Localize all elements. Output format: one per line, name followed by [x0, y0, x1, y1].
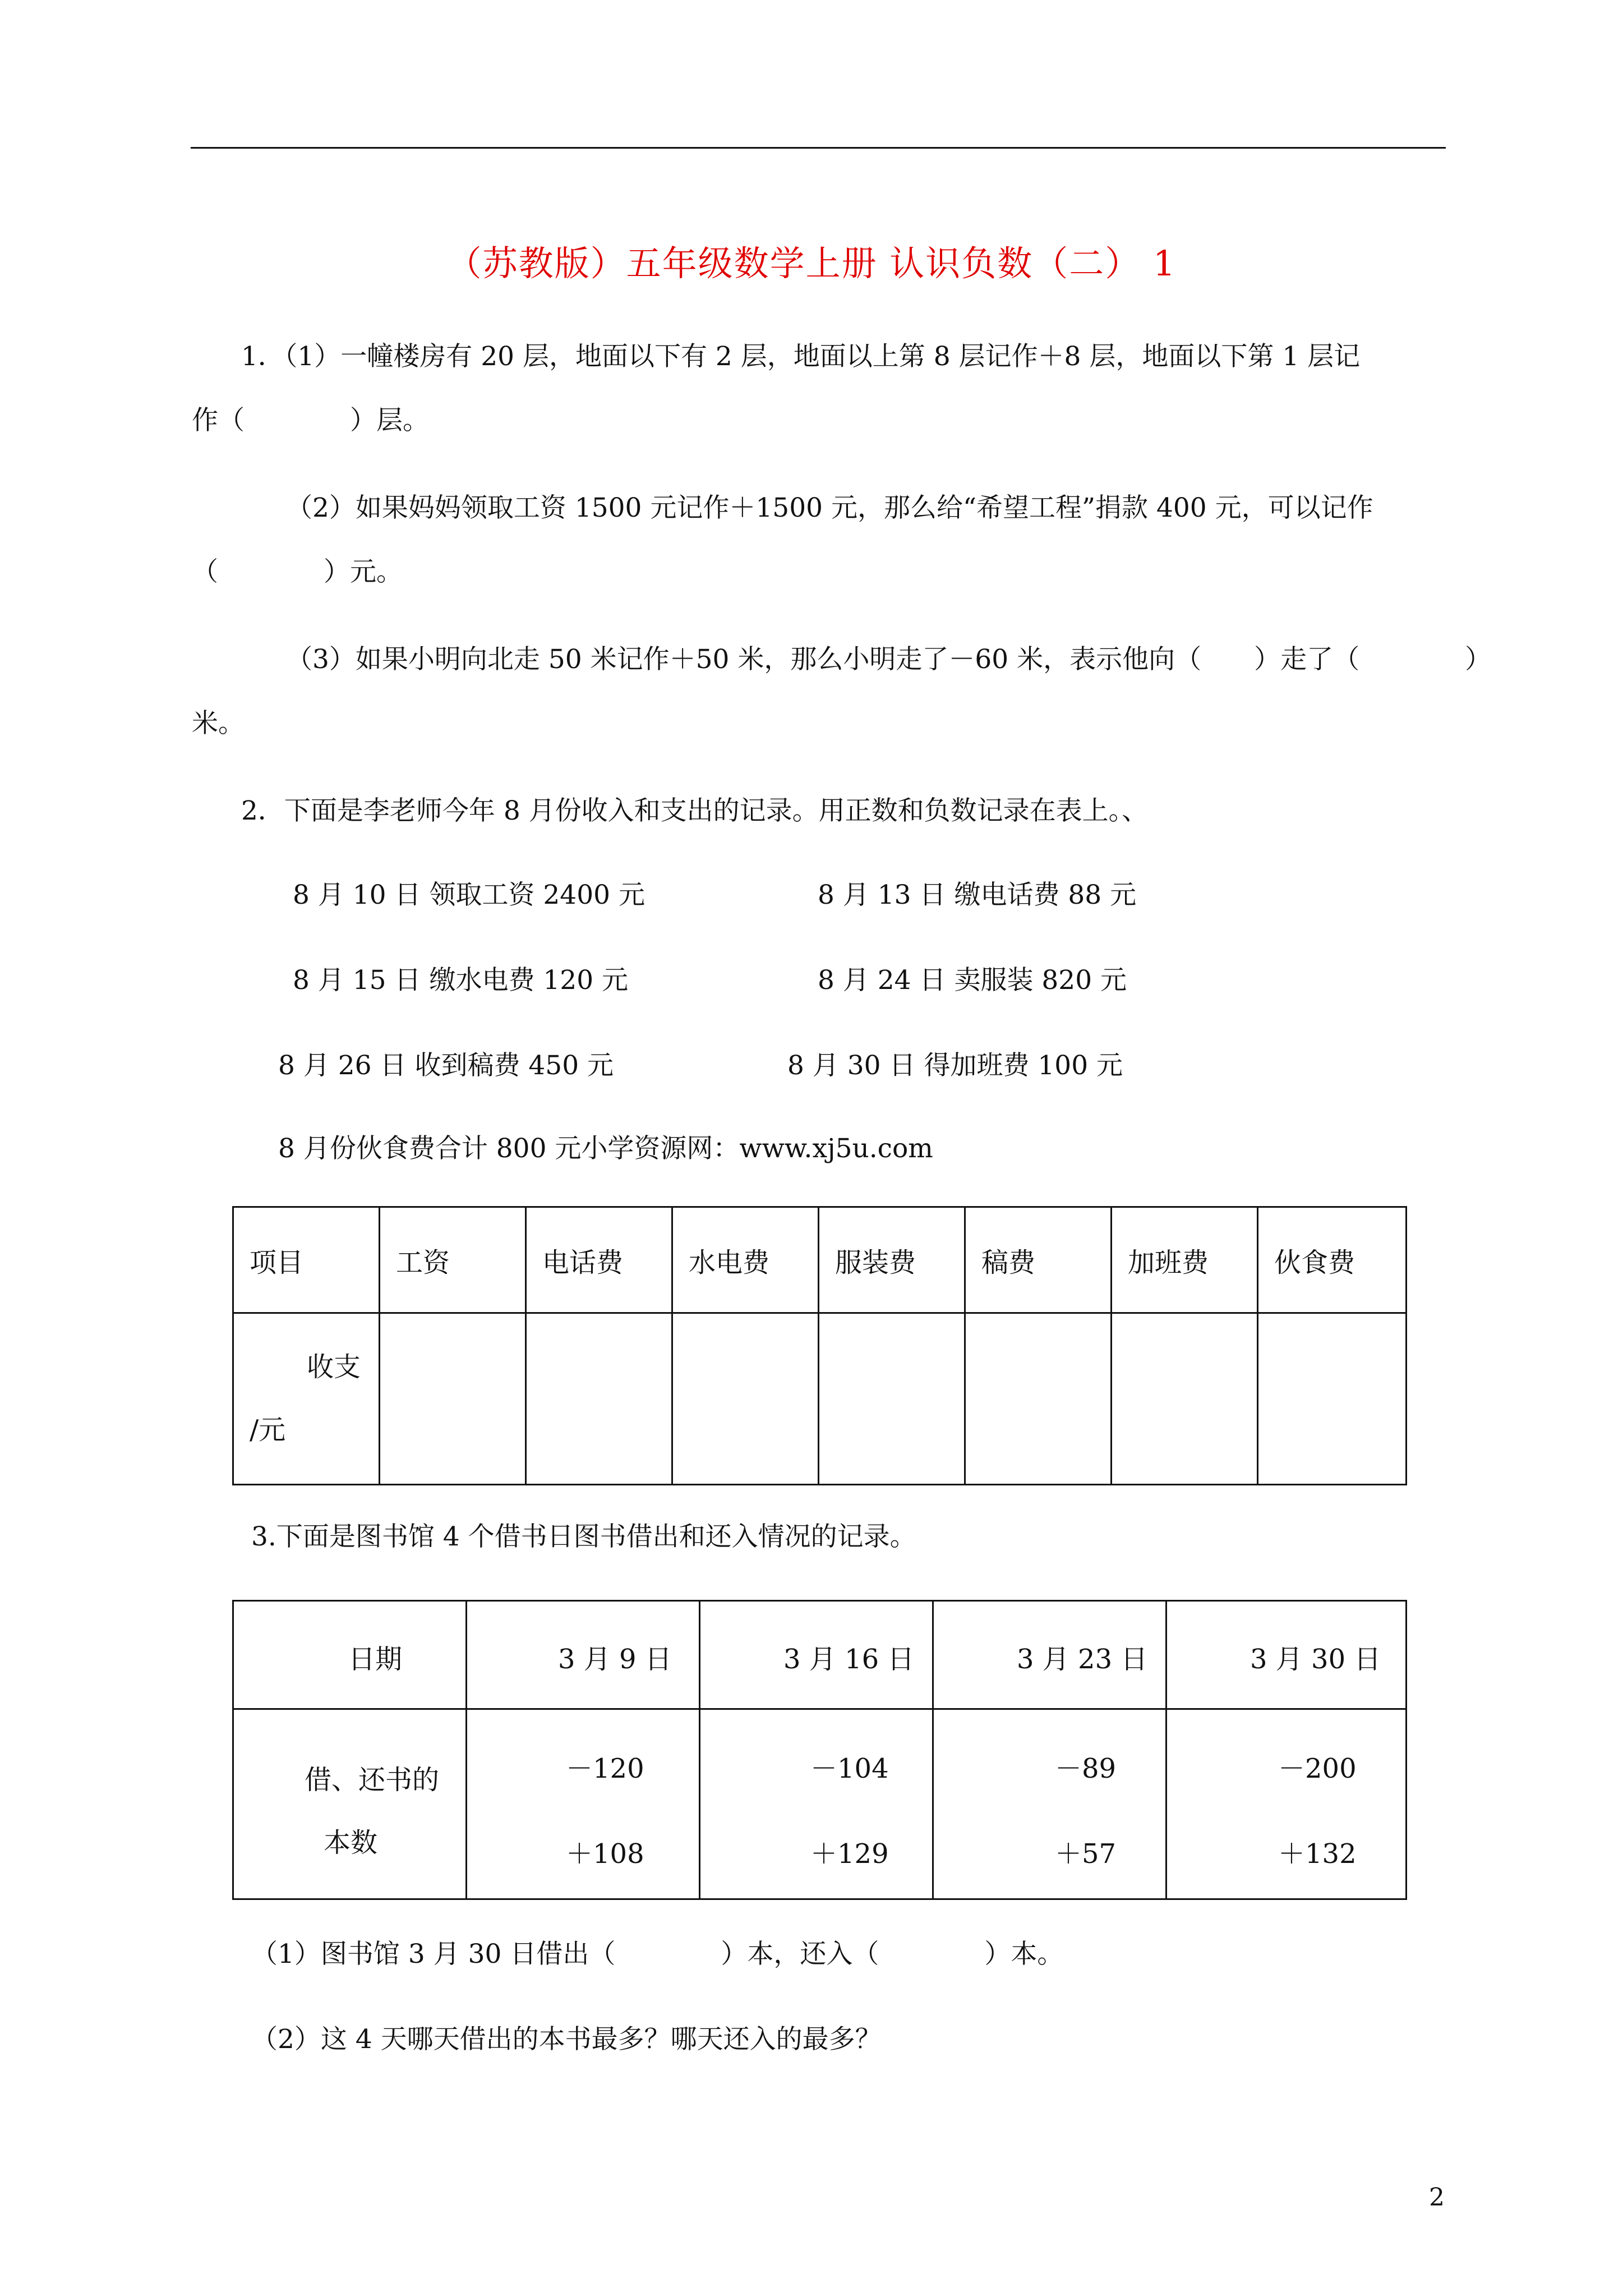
income-expense-table	[232, 1206, 1407, 1485]
record-item: 8 月 26 日 收到稿费 450 元	[278, 1050, 614, 1081]
question-1-part-1-line-2: 作（ ）层。	[192, 405, 429, 436]
header-cell	[1166, 1601, 1407, 1709]
record-item: 8 月 13 日 缴电话费 88 元	[818, 880, 1137, 910]
row-label-line-2: /元	[250, 1414, 286, 1446]
answer-cell[interactable]	[1112, 1313, 1258, 1485]
books-in-value: ＋108	[566, 1838, 644, 1870]
date-header: 3 月 23 日	[1017, 1644, 1148, 1675]
table-row	[233, 1313, 1407, 1485]
header-cell: 工资	[380, 1207, 526, 1313]
row-label-cell	[233, 1709, 467, 1899]
value-cell	[933, 1709, 1166, 1899]
answer-cell[interactable]	[965, 1313, 1112, 1485]
header-cell	[233, 1601, 467, 1709]
question-1-part-3-line-1: （3）如果小明向北走 50 米记作＋50 米，那么小明走了－60 米，表示他向（ ）走了（ ）	[286, 644, 1492, 675]
answer-cell[interactable]	[380, 1313, 526, 1485]
question-3-intro: 3.下面是图书馆 4 个借书日图书借出和还入情况的记录。	[251, 1521, 916, 1552]
row-label-line-1: 收支	[307, 1351, 361, 1383]
table-header-row	[233, 1601, 1407, 1709]
question-3-part-1: （1）图书馆 3 月 30 日借出（ ）本，还入（ ）本。	[251, 1939, 1064, 1970]
header-rule	[191, 147, 1446, 149]
date-header: 3 月 16 日	[783, 1644, 915, 1675]
books-in-value: ＋129	[810, 1838, 889, 1870]
row-label-line-1: 借、还书的	[305, 1764, 440, 1796]
answer-cell[interactable]	[819, 1313, 965, 1485]
date-label: 日期	[348, 1644, 403, 1675]
header-cell: 服装费	[819, 1207, 965, 1313]
date-header: 3 月 30 日	[1250, 1644, 1381, 1675]
question-1-part-1-line-1: 1．（1）一幢楼房有 20 层，地面以下有 2 层，地面以上第 8 层记作＋8 层，地面以下第 1 层记	[241, 341, 1361, 372]
row-label-line-2: 本数	[324, 1827, 378, 1858]
record-item: 8 月 10 日 领取工资 2400 元	[293, 880, 645, 910]
header-cell: 伙食费	[1258, 1207, 1407, 1313]
record-item: 8 月 15 日 缴水电费 120 元	[293, 965, 629, 996]
table-header-row	[233, 1207, 1407, 1313]
library-records-table	[232, 1600, 1407, 1900]
question-1-part-3-line-2: 米。	[192, 708, 245, 739]
value-cell	[700, 1709, 933, 1899]
question-3-part-2: （2）这 4 天哪天借出的本书最多？哪天还入的最多？	[251, 2024, 882, 2055]
answer-cell[interactable]	[672, 1313, 819, 1485]
answer-cell[interactable]	[1258, 1313, 1407, 1485]
table-row	[233, 1709, 1407, 1899]
question-2-intro: 2．下面是李老师今年 8 月份收入和支出的记录。用正数和负数记录在表上。、	[241, 795, 1149, 826]
books-out-value: －104	[810, 1753, 889, 1784]
question-1-part-2-line-2: （ ）元。	[192, 556, 403, 587]
books-in-value: ＋132	[1278, 1838, 1357, 1870]
record-item: 8 月 30 日 得加班费 100 元	[787, 1050, 1123, 1081]
page-title: （苏教版）五年级数学上册 认识负数（二） 1	[446, 243, 1177, 284]
food-expense-line: 8 月份伙食费合计 800 元小学资源网：www.xj5u.com	[278, 1133, 933, 1164]
page-number: 2	[1429, 2183, 1445, 2212]
header-cell: 项目	[233, 1207, 380, 1313]
question-1-part-2-line-1: （2）如果妈妈领取工资 1500 元记作＋1500 元，那么给“希望工程”捐款 400 元，可以记作	[286, 493, 1373, 523]
header-cell: 水电费	[672, 1207, 819, 1313]
header-cell: 加班费	[1112, 1207, 1258, 1313]
header-cell: 稿费	[965, 1207, 1112, 1313]
record-item: 8 月 24 日 卖服装 820 元	[818, 965, 1127, 996]
books-in-value: ＋57	[1055, 1838, 1117, 1870]
header-cell	[700, 1601, 933, 1709]
row-label-cell	[233, 1313, 380, 1485]
value-cell	[1166, 1709, 1407, 1899]
header-cell	[933, 1601, 1166, 1709]
books-out-value: －200	[1278, 1753, 1357, 1784]
date-header: 3 月 9 日	[558, 1644, 672, 1675]
header-cell: 电话费	[526, 1207, 672, 1313]
header-cell	[467, 1601, 700, 1709]
books-out-value: －120	[566, 1753, 644, 1784]
answer-cell[interactable]	[526, 1313, 672, 1485]
value-cell	[467, 1709, 700, 1899]
books-out-value: －89	[1055, 1753, 1117, 1784]
